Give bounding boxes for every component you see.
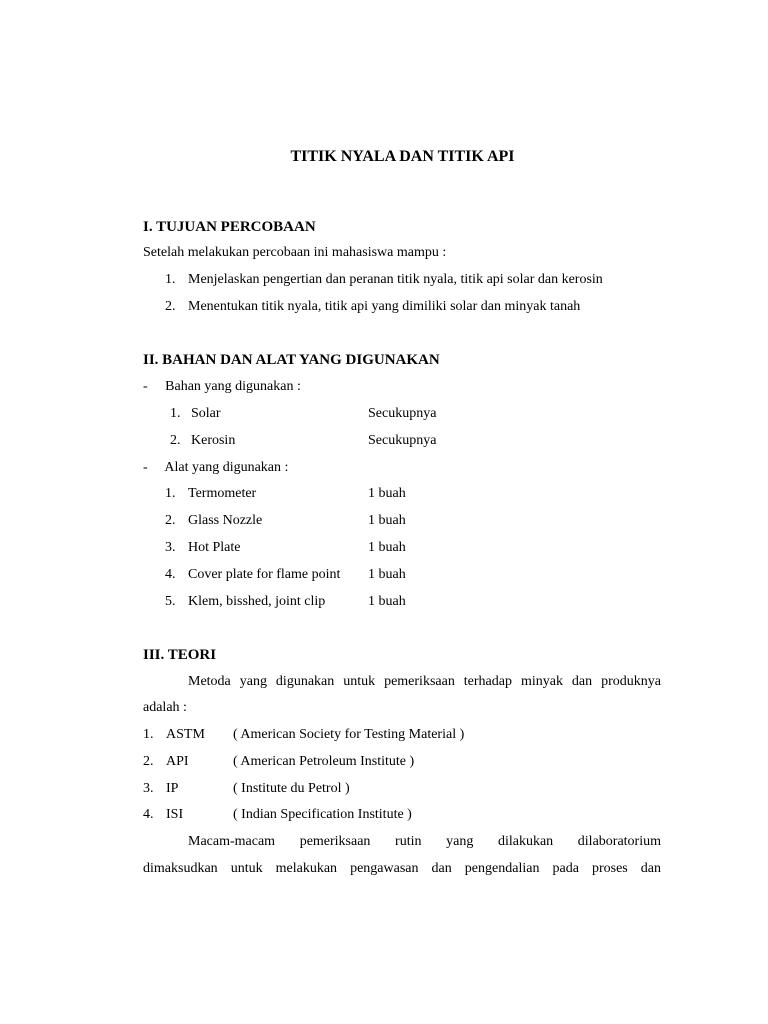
document-title: TITIK NYALA DAN TITIK API: [290, 148, 515, 165]
bahan-item-qty: Secukupnya: [368, 433, 437, 448]
tujuan-item-number: 1.: [165, 272, 176, 287]
standard-item-number: 3.: [143, 781, 154, 796]
bahan-item-number: 2.: [170, 433, 181, 448]
teori-paragraph-line: adalah :: [143, 700, 187, 715]
bahan-item-name: Solar: [191, 406, 221, 421]
teori-paragraph-line: Metoda yang digunakan untuk pemeriksaan terhadap minyak dan produknya: [188, 674, 661, 689]
standard-item-number: 1.: [143, 727, 154, 742]
tujuan-intro: Setelah melakukan percobaan ini mahasiswa mampu :: [143, 245, 447, 260]
alat-item-name: Termometer: [188, 486, 257, 501]
alat-item-number: 5.: [165, 594, 176, 609]
bahan-item-name: Kerosin: [191, 433, 236, 448]
alat-item-qty: 1 buah: [368, 486, 406, 501]
alat-item-name: Klem, bisshed, joint clip: [188, 594, 326, 609]
standard-item-abbr: ISI: [166, 807, 184, 822]
alat-item-number: 2.: [165, 513, 176, 528]
standard-item-abbr: API: [166, 754, 189, 769]
standard-item-full: ( American Society for Testing Material ): [233, 727, 465, 742]
alat-item-qty: 1 buah: [368, 540, 406, 555]
alat-item-number: 4.: [165, 567, 176, 582]
standard-item-abbr: ASTM: [166, 727, 205, 742]
standard-item-number: 4.: [143, 807, 154, 822]
alat-item-name: Glass Nozzle: [188, 513, 263, 528]
alat-item-qty: 1 buah: [368, 594, 406, 609]
bahan-item-qty: Secukupnya: [368, 406, 437, 421]
standard-item-full: ( Institute du Petrol ): [233, 781, 350, 796]
alat-label: - Alat yang digunakan :: [143, 460, 289, 475]
alat-item-name: Cover plate for flame point: [188, 567, 341, 582]
alat-item-name: Hot Plate: [188, 540, 241, 555]
section-heading-bahan-alat: II. BAHAN DAN ALAT YANG DIGUNAKAN: [143, 352, 440, 368]
teori-paragraph-line: Macam-macam pemeriksaan rutin yang dilakukan dilaboratorium: [188, 834, 661, 849]
tujuan-item-text: Menjelaskan pengertian dan peranan titik nyala, titik api solar dan kerosin: [188, 272, 603, 287]
bahan-label: - Bahan yang digunakan :: [143, 379, 301, 394]
standard-item-full: ( American Petroleum Institute ): [233, 754, 415, 769]
alat-item-number: 3.: [165, 540, 176, 555]
section-heading-teori: III. TEORI: [143, 647, 217, 663]
standard-item-full: ( Indian Specification Institute ): [233, 807, 412, 822]
alat-item-qty: 1 buah: [368, 567, 406, 582]
alat-item-number: 1.: [165, 486, 176, 501]
tujuan-item-text: Menentukan titik nyala, titik api yang dimiliki solar dan minyak tanah: [188, 299, 581, 314]
standard-item-number: 2.: [143, 754, 154, 769]
alat-item-qty: 1 buah: [368, 513, 406, 528]
bahan-item-number: 1.: [170, 406, 181, 421]
teori-paragraph-line: dimaksudkan untuk melakukan pengawasan dan pengendalian pada proses dan: [143, 861, 661, 876]
tujuan-item-number: 2.: [165, 299, 176, 314]
standard-item-abbr: IP: [166, 781, 179, 796]
section-heading-tujuan: I. TUJUAN PERCOBAAN: [143, 219, 316, 235]
